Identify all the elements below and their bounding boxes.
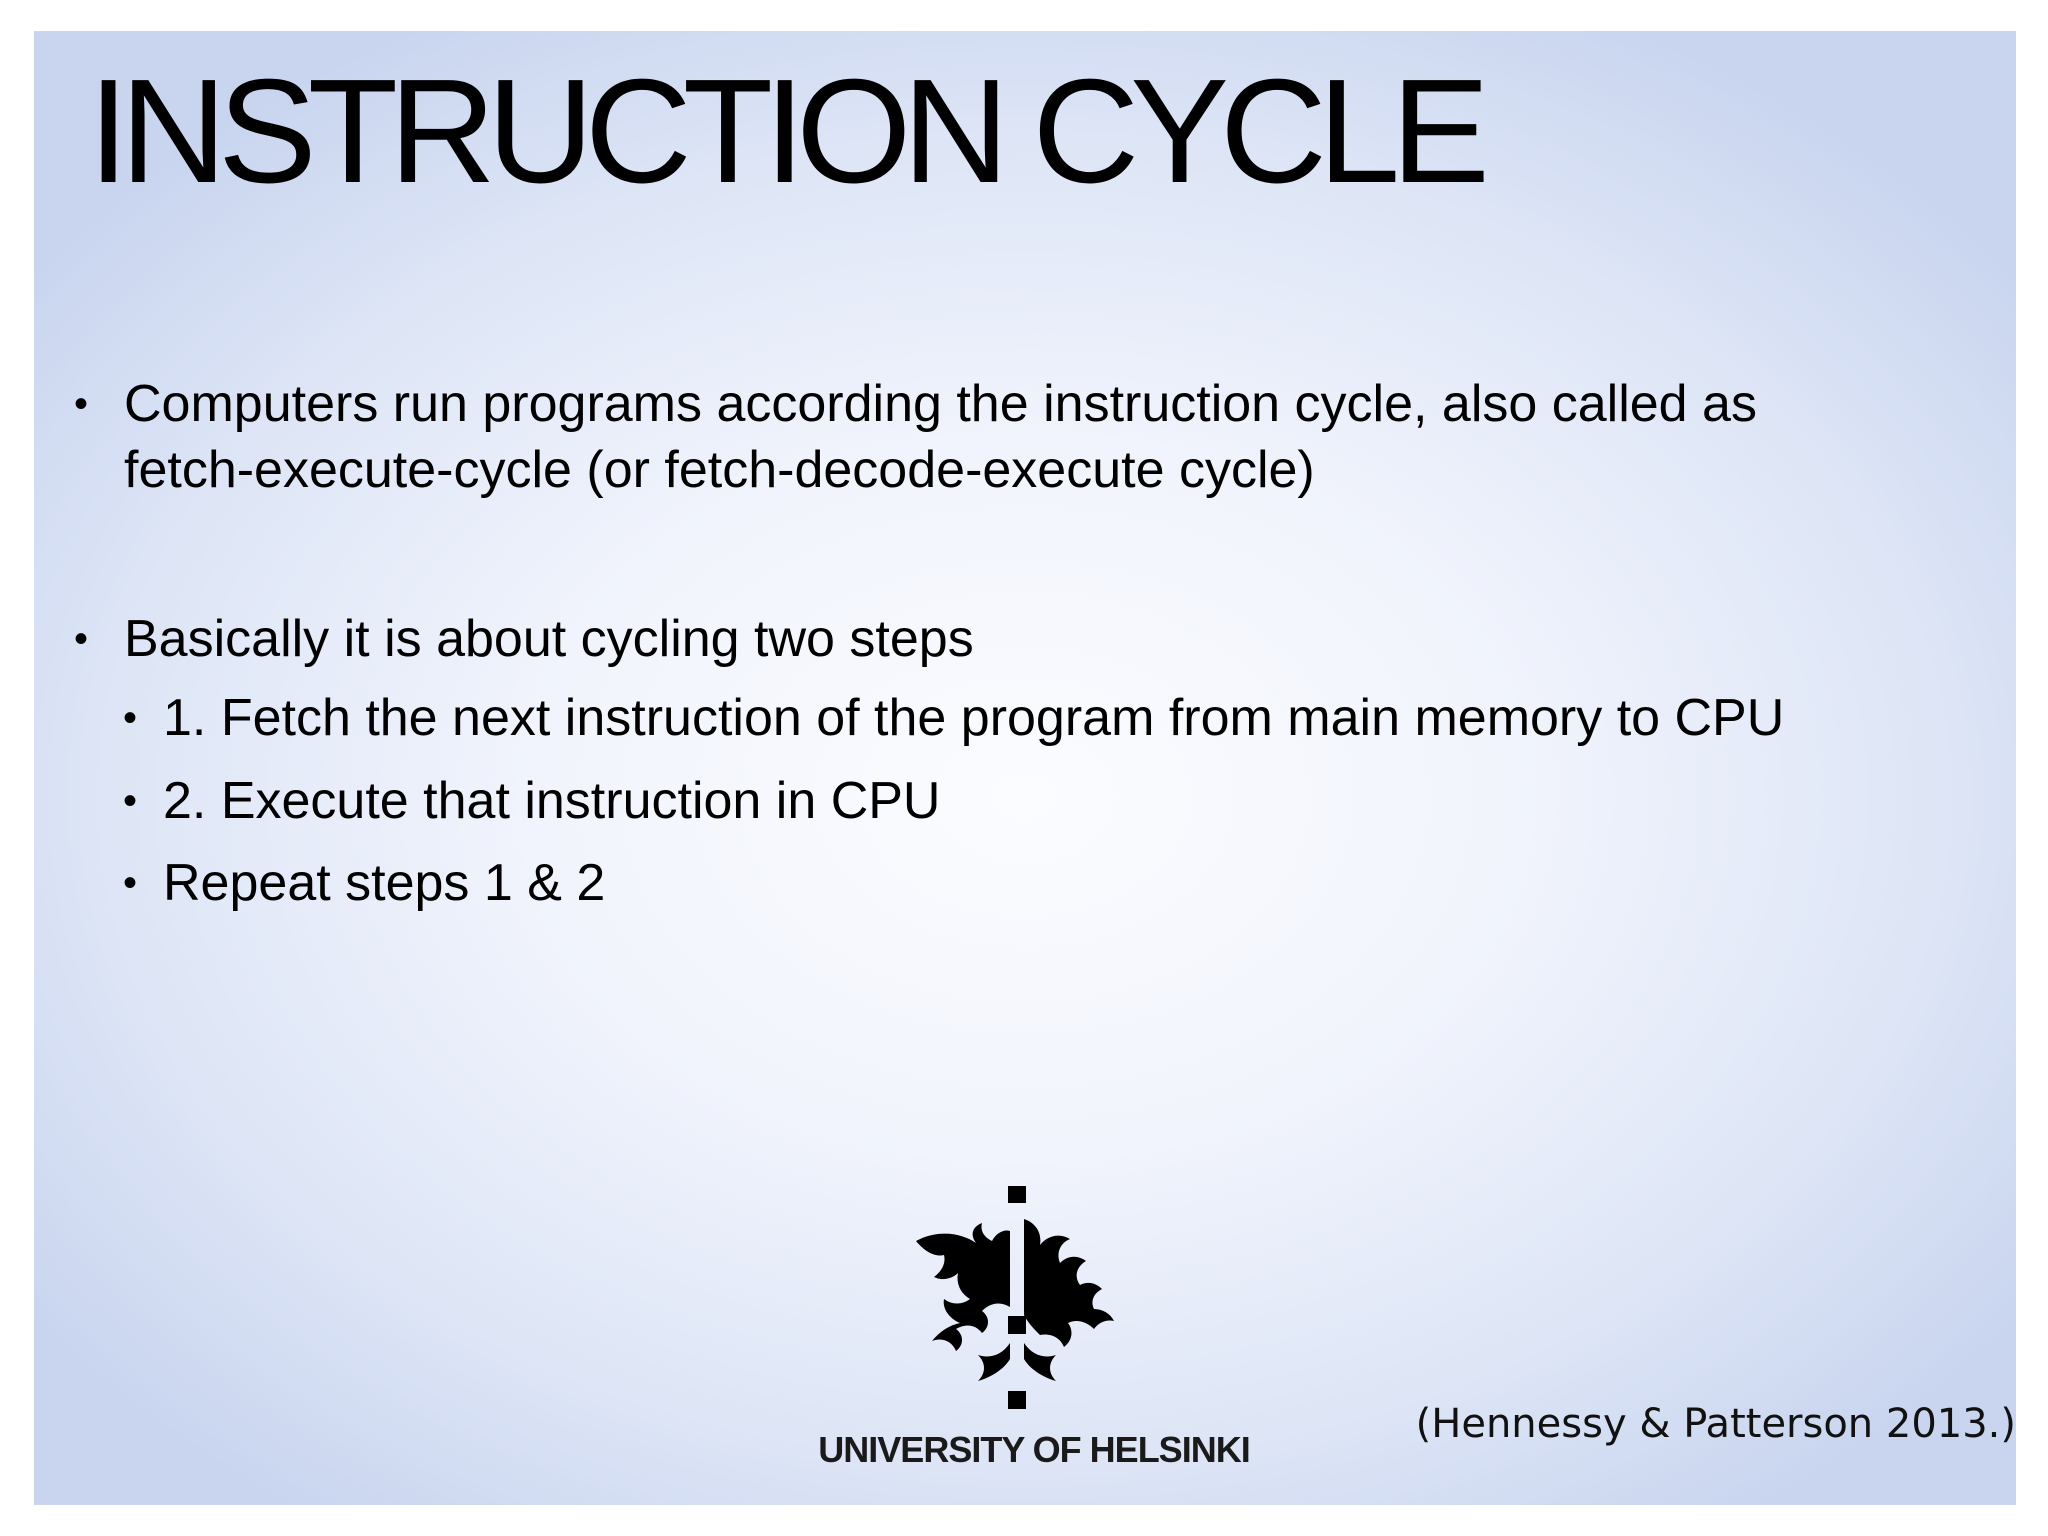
bullet-marker: • <box>123 779 138 823</box>
sub-bullet-item <box>123 768 941 834</box>
bullet-marker: • <box>74 617 89 661</box>
sub-bullet-text: 2. Execute that instruction in CPU <box>163 772 941 830</box>
bullet-marker: • <box>74 382 89 426</box>
sub-bullet-item <box>123 685 1785 751</box>
sub-bullet-text: Repeat steps 1 & 2 <box>163 854 606 912</box>
university-name: UNIVERSITY OF HELSINKI <box>818 1429 1250 1470</box>
slide <box>34 31 2016 1505</box>
sub-bullet-text: 1. Fetch the next instruction of the program from main memory to CPU <box>163 689 1785 747</box>
bullet-text-line: fetch-execute-cycle (or fetch-decode-execute cycle) <box>124 441 1315 499</box>
slide-title: INSTRUCTION CYCLE <box>88 49 1481 214</box>
citation: (Hennessy & Patterson 2013.) <box>1415 1401 2016 1447</box>
bullet-marker: • <box>123 696 138 740</box>
bullet-text: Basically it is about cycling two steps <box>124 610 974 668</box>
bullet-item <box>74 606 974 672</box>
bullet-item <box>74 371 1757 503</box>
bullet-text-line: Computers run programs according the instruction cycle, also called as <box>124 375 1757 433</box>
bullet-marker: • <box>123 861 138 905</box>
university-flame-torch-icon <box>910 1183 1140 1413</box>
sub-bullet-item <box>123 850 606 916</box>
